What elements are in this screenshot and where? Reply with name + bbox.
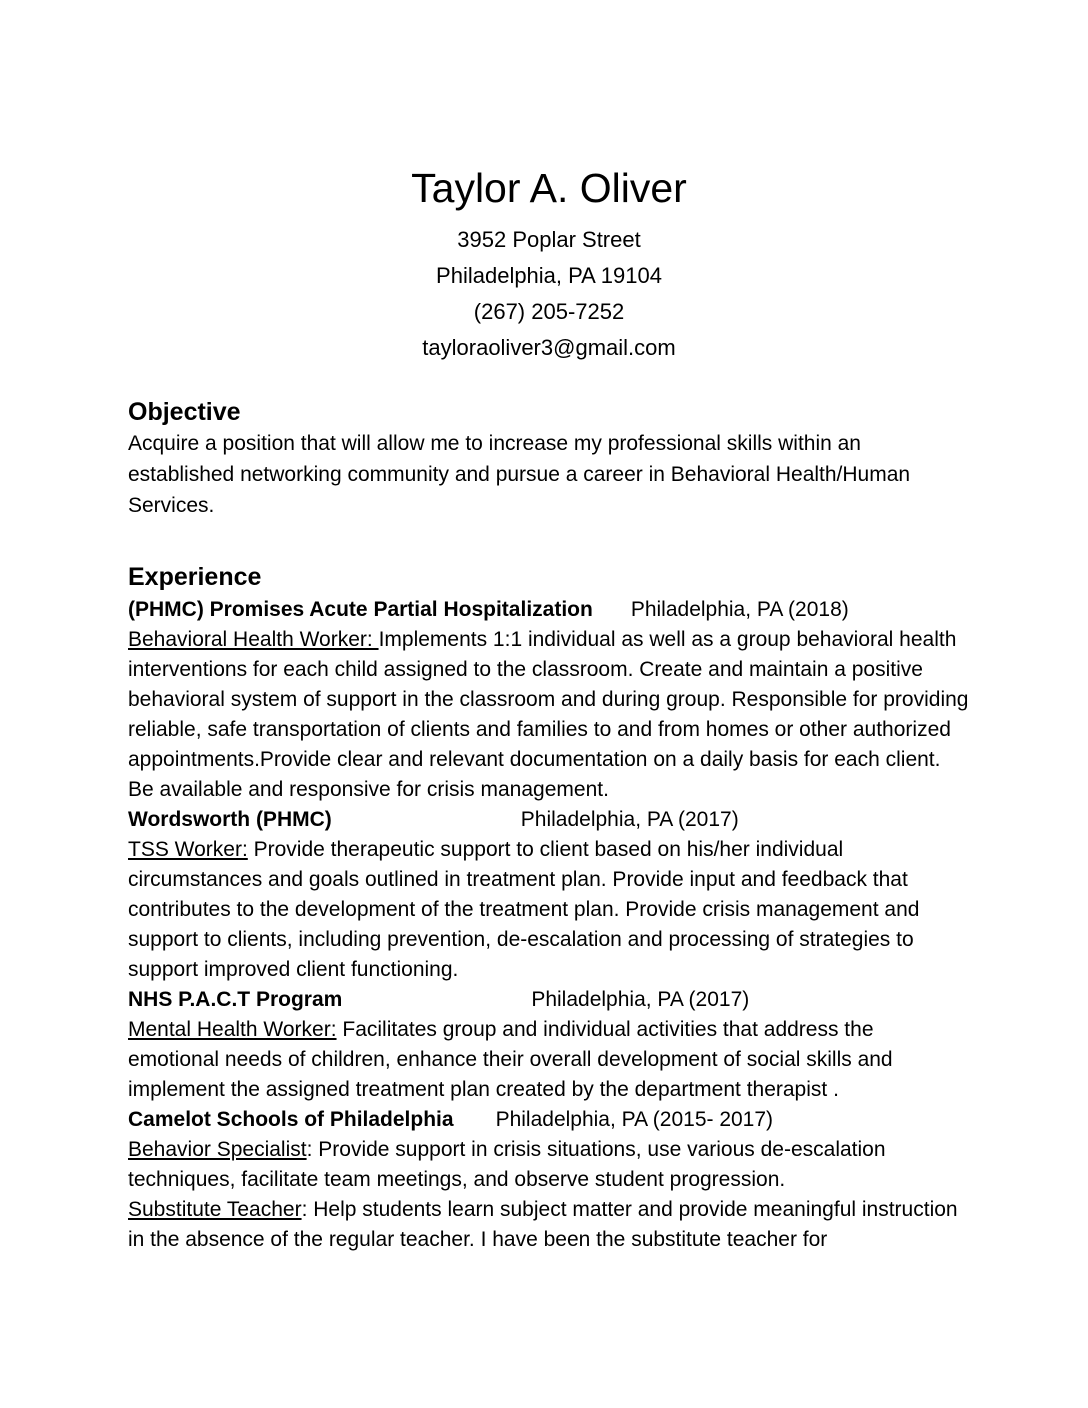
job-header [128, 805, 970, 835]
job-header [128, 595, 970, 625]
role-description: : Help students learn subject matter and provide meaningful instruction in the absence of the regular teacher. I have been the substitute teacher for [128, 1198, 964, 1251]
experience-section [128, 561, 975, 1255]
phone-number: (267) 205-7252 [473, 299, 625, 324]
job-location: Philadelphia, PA (2017) [531, 988, 750, 1011]
company-name: (PHMC) Promises Acute Partial Hospitalization [128, 598, 593, 621]
job-entry-nhs-pact [128, 985, 970, 1105]
job-location: Philadelphia, PA (2018) [630, 598, 849, 621]
tab-spacer [454, 1125, 496, 1126]
address-street: 3952 Poplar Street [457, 227, 641, 252]
job-entry-camelot-schools [128, 1105, 970, 1255]
role-description: Implements 1:1 individual as well as a group behavioral health interventions for each child assigned to the classroom. Create and maintain a positive behavioral system of support in the classroom and during group. Responsible for providing reliable, safe transportation of clients and families to and from homes or other authorized appointments.Provide clear and relevant documentation on a daily basis for each client. Be available and responsive for crisis management. [128, 628, 975, 801]
candidate-name: Taylor A. Oliver [411, 165, 687, 211]
role-description: Facilitates group and individual activities that address the emotional needs of children, enhance their overall development of social skills and implement the assigned treatment plan created by the department therapist . [128, 1018, 899, 1101]
tab-spacer [342, 1005, 531, 1006]
company-name: NHS P.A.C.T Program [128, 988, 343, 1011]
job-entry-phmc-promises [128, 595, 975, 805]
role-description: : Provide support in crisis situations, use various de-escalation techniques, facilitate team meetings, and observe student progression. [128, 1138, 892, 1191]
objective-text: Acquire a position that will allow me to increase my professional skills within an established networking community and pursue a career in Behavioral Health/Human Services. [128, 432, 911, 517]
experience-heading: Experience [128, 563, 262, 591]
job-location: Philadelphia, PA (2017) [520, 808, 739, 831]
role-paragraph [128, 1015, 970, 1105]
role-paragraph [128, 625, 975, 805]
objective-heading: Objective [128, 398, 241, 426]
tab-spacer [332, 825, 521, 826]
job-header [128, 1105, 970, 1135]
tab-spacer [593, 615, 631, 616]
company-name: Wordsworth (PHMC) [128, 808, 332, 831]
role-title: Mental Health Worker: [128, 1018, 337, 1041]
role-paragraph [128, 835, 970, 985]
role-paragraph [128, 1195, 970, 1255]
objective-section [128, 396, 970, 521]
job-entry-wordsworth [128, 805, 970, 985]
role-title: Substitute Teacher [128, 1198, 302, 1221]
role-title: Behavioral Health Worker: [128, 628, 379, 651]
role-title: TSS Worker: [128, 838, 248, 861]
address-city-state-zip: Philadelphia, PA 19104 [436, 263, 662, 288]
job-header [128, 985, 970, 1015]
job-location: Philadelphia, PA (2015- 2017) [495, 1108, 774, 1131]
company-name: Camelot Schools of Philadelphia [128, 1108, 454, 1131]
resume-header [128, 164, 970, 366]
role-title: Behavior Specialist [128, 1138, 307, 1161]
role-paragraph [128, 1135, 970, 1195]
role-description: Provide therapeutic support to client based on his/her individual circumstances and goals outlined in treatment plan. Provide input and feedback that contributes to the development of the treatment plan. Provide crisis management and support to clients, including prevention, de-escalation and processing of strategies to support improved client functioning. [128, 838, 926, 981]
email-address: tayloraoliver3@gmail.com [422, 335, 676, 360]
